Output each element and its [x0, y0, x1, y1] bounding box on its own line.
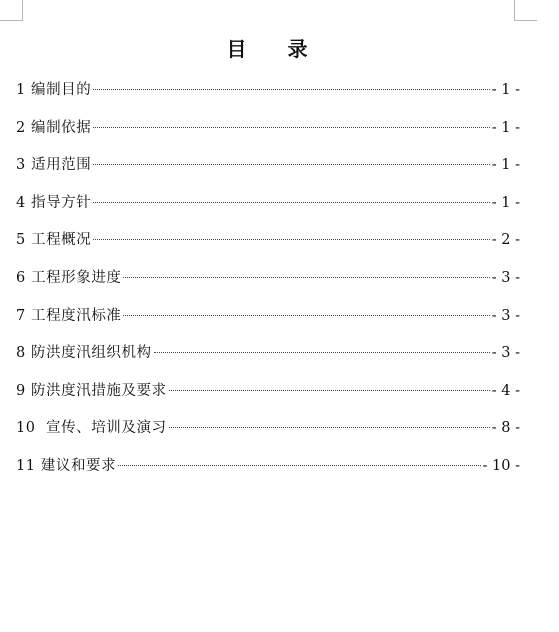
- toc-entry-text: 4 指导方针: [16, 194, 92, 211]
- toc-page-number: - 2 -: [491, 232, 520, 249]
- toc-leader-dots: [154, 352, 490, 353]
- toc-leader-dots: [93, 202, 489, 203]
- toc-entry[interactable]: [16, 341, 520, 379]
- toc-page-number: - 1 -: [491, 194, 520, 211]
- toc-entry[interactable]: [16, 416, 520, 454]
- toc-page-number: - 3 -: [491, 307, 520, 324]
- table-of-contents: [16, 78, 520, 492]
- toc-leader-dots: [123, 315, 489, 316]
- toc-entry[interactable]: [16, 78, 520, 116]
- toc-entry-text: 6 工程形象进度: [16, 269, 122, 286]
- toc-page-number: - 3 -: [491, 345, 520, 362]
- toc-entry-text: 9 防洪度汛措施及要求: [16, 382, 167, 399]
- toc-leader-dots: [169, 427, 490, 428]
- toc-entry-text: 11 建议和要求: [16, 457, 117, 474]
- toc-entry-text: 7 工程度汛标准: [16, 307, 122, 324]
- toc-leader-dots: [123, 277, 489, 278]
- toc-page-number: - 1 -: [491, 157, 520, 174]
- toc-page-number: - 4 -: [491, 382, 520, 399]
- toc-leader-dots: [93, 127, 489, 128]
- toc-entry[interactable]: [16, 454, 520, 492]
- toc-leader-dots: [169, 390, 490, 391]
- toc-entry[interactable]: [16, 304, 520, 342]
- toc-title: 目 录: [226, 37, 310, 61]
- toc-entry[interactable]: [16, 116, 520, 154]
- toc-entry[interactable]: [16, 153, 520, 191]
- toc-entry-text: 10 宣传、培训及演习: [16, 420, 167, 437]
- toc-page-number: - 10 -: [482, 457, 520, 474]
- toc-entry[interactable]: [16, 191, 520, 229]
- toc-entry[interactable]: [16, 379, 520, 417]
- toc-entry-text: 5 工程概况: [16, 232, 92, 249]
- toc-entry[interactable]: [16, 266, 520, 304]
- page-corner-mark-right: [514, 0, 537, 21]
- toc-entry-text: 1 编制目的: [16, 82, 92, 98]
- toc-page-number: - 1 -: [491, 119, 520, 136]
- toc-entry[interactable]: [16, 228, 520, 266]
- toc-leader-dots: [93, 89, 489, 90]
- toc-leader-dots: [118, 465, 480, 466]
- toc-entry-text: 8 防洪度汛组织机构: [16, 345, 152, 362]
- toc-entry-text: 3 适用范围: [16, 157, 92, 174]
- page-corner-mark-left: [0, 0, 23, 21]
- toc-page-number: - 8 -: [491, 420, 520, 437]
- toc-page-number: - 1 -: [491, 82, 520, 98]
- toc-page-number: - 3 -: [491, 269, 520, 286]
- toc-leader-dots: [93, 239, 489, 240]
- toc-entry-text: 2 编制依据: [16, 119, 92, 136]
- toc-leader-dots: [93, 164, 489, 165]
